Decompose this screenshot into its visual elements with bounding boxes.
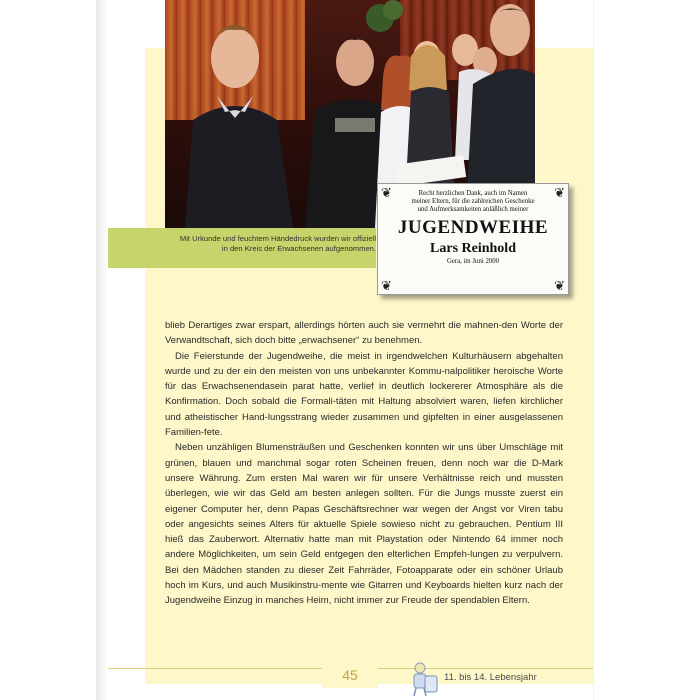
caption-line-1: Mit Urkunde und feuchtem Händedruck wurden wir offiziell xyxy=(179,234,376,243)
paragraph: Die Feierstunde der Jugendweihe, die meist in irgendwelchen Kulturhäusern abgehalten wurde und zu der ein den meisten von uns unbekannter Kommu-nalpolitiker heroische Worte für das Erwachsenendasein parat hatte, verlief in deutlich lockererer Atmosphäre als die Konfirmation. Doch sobald die Formali-täten mit Haltung absolviert waren, liefen kirchlicher und atheistischer Hand-lungsstrang wieder zusammen und gipfelten in einer ausgelassenen Familien-fete. xyxy=(165,350,563,439)
page-edge-right xyxy=(593,0,594,700)
paragraph: blieb Derartiges zwar erspart, allerdings hörten auch sie vermehrt die mahnen-den Worte der Verwandtschaft, sich doch bitte „erwachsener“ zu benehmen. xyxy=(165,320,563,347)
certificate-title: JUGENDWEIHE xyxy=(397,217,549,238)
ornament-icon: ❦ xyxy=(381,278,392,293)
jugendweihe-certificate-card xyxy=(377,183,569,295)
certificate-text-line: Recht herzlichen Dank, auch im Namen xyxy=(418,190,528,197)
page-number: 45 xyxy=(322,662,378,688)
certificate-place-date: Gera, im Juni 2000 xyxy=(446,258,500,265)
ornament-icon: ❦ xyxy=(554,185,565,200)
body-text xyxy=(165,318,563,609)
certificate-name: Lars Reinhold xyxy=(430,241,516,256)
chapter-figure-icon xyxy=(408,660,440,698)
photo-caption xyxy=(150,234,376,254)
ornament-icon: ❦ xyxy=(381,185,392,200)
certificate-text-line: und Aufmerksamkeiten anläßlich meiner xyxy=(417,206,529,213)
caption-line-2: in den Kreis der Erwachsenen aufgenommen. xyxy=(221,244,376,253)
certificate-text-line: meiner Eltern, für die zahlreichen Geschenke xyxy=(411,198,535,205)
chapter-label: 11. bis 14. Lebensjahr xyxy=(444,672,537,683)
page-edge xyxy=(96,0,108,700)
paragraph: Neben unzähligen Blumensträußen und Geschenken konnten wir uns über Umschläge mit grünen, blauen und manchmal sogar roten Scheinen freuen, denn noch war die D-Mark unsere Währung. Zum ersten Mal waren wir für unsere Verhältnisse reich und mussten überlegen, wie wir das Geld am besten anlegen sollten. Für die Jungs musste zuerst ein eigener Computer her, denn Papas Geschäftsrechner war wegen der Angst vor Viren tabu oder angesichts seines Alters für aktuelle Spiele sowieso nicht zu gebrauchen. Pentium III hieß das Zauberwort. Alternativ hatte man mit Playstation oder Nintendo 64 immer noch andere Möglichkeiten, um sein Geld entgegen den elterlichen Empfeh-lungen zu verpulvern. Bei den Mädchen standen zu dieser Zeit Fahrräder, Fotoapparate oder ein schöner Urlaub hoch im Kurs, und auch Musikinstru-mente wie Gitarren und Keyboards hielten kurz nach der Jugendweihe Einzug in manches Heim, nicht immer zur Freude der spendablen Eltern. xyxy=(165,442,563,607)
ornament-icon: ❦ xyxy=(554,278,565,293)
